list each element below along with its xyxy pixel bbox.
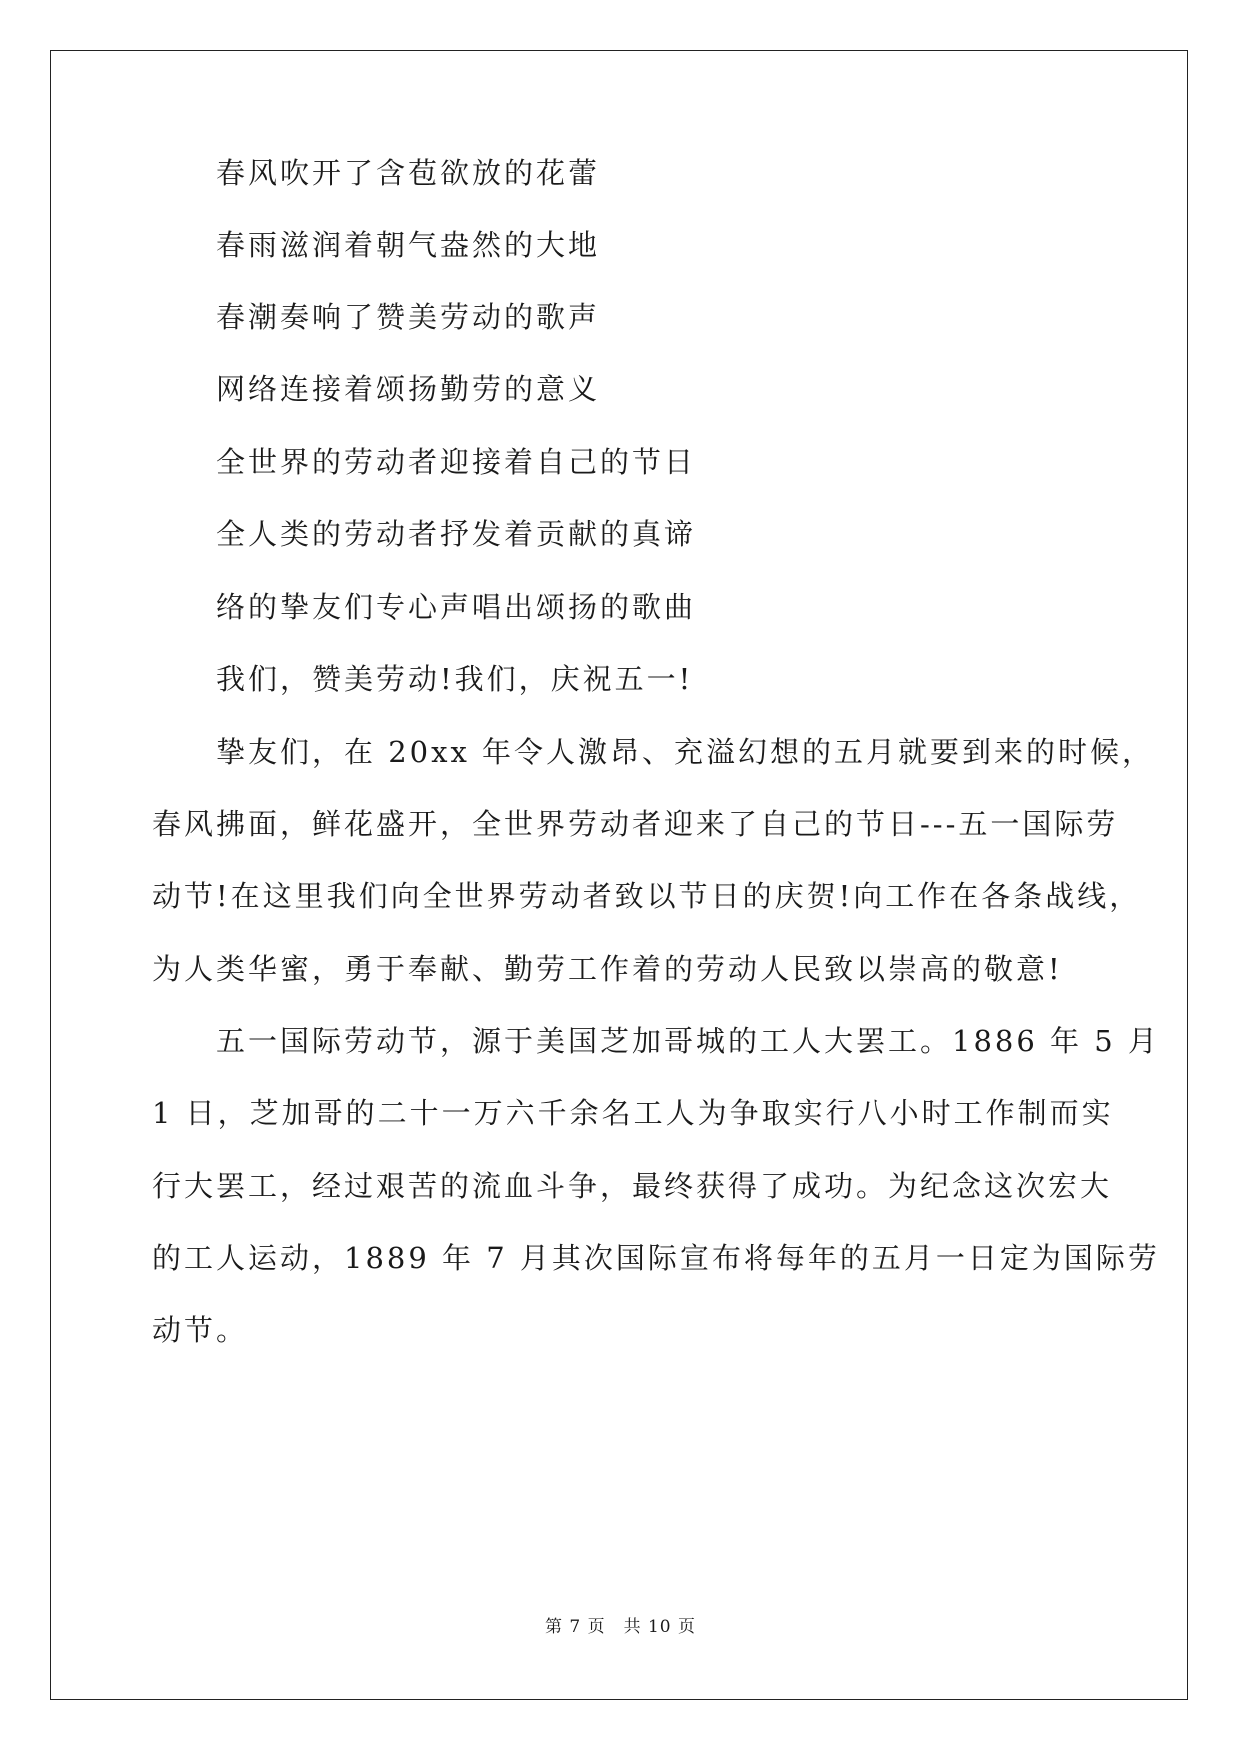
paragraph-line: 的工人运动，1889 年 7 月其次国际宣布将每年的五月一日定为国际劳 xyxy=(152,1241,1160,1275)
page-number: 第 7 页 共 10 页 xyxy=(544,1617,697,1637)
paragraph-line: 动节!在这里我们向全世界劳动者致以节日的庆贺!向工作在各条战线， xyxy=(152,879,1142,913)
poem-line: 全人类的劳动者抒发着贡献的真谛 xyxy=(216,517,697,551)
paragraph-line: 五一国际劳动节，源于美国芝加哥城的工人大罢工。1886 年 5 月 xyxy=(216,1024,1160,1058)
poem-line: 我们，赞美劳动!我们，庆祝五一! xyxy=(216,662,694,696)
paragraph-line: 挚友们，在 20xx 年令人激昂、充溢幻想的五月就要到来的时候， xyxy=(216,735,1155,769)
paragraph-line: 春风拂面，鲜花盛开，全世界劳动者迎来了自己的节日---五一国际劳 xyxy=(152,807,1119,841)
paragraph-line: 动节。 xyxy=(152,1313,249,1347)
poem-line: 络的挚友们专心声唱出颂扬的歌曲 xyxy=(216,590,697,624)
paragraph-line: 为人类华蜜，勇于奉献、勤劳工作着的劳动人民致以崇高的敬意! xyxy=(152,952,1063,986)
paragraph-line: 1 日，芝加哥的二十一万六千余名工人为争取实行八小时工作制而实 xyxy=(152,1096,1114,1130)
poem-line: 春潮奏响了赞美劳动的歌声 xyxy=(216,300,601,334)
paragraph-line: 行大罢工，经过艰苦的流血斗争，最终获得了成功。为纪念这次宏大 xyxy=(152,1169,1113,1203)
poem-line: 春风吹开了含苞欲放的花蕾 xyxy=(216,156,601,190)
poem-line: 全世界的劳动者迎接着自己的节日 xyxy=(216,445,697,479)
poem-line: 春雨滋润着朝气盎然的大地 xyxy=(216,228,601,262)
poem-line: 网络连接着颂扬勤劳的意义 xyxy=(216,372,601,406)
